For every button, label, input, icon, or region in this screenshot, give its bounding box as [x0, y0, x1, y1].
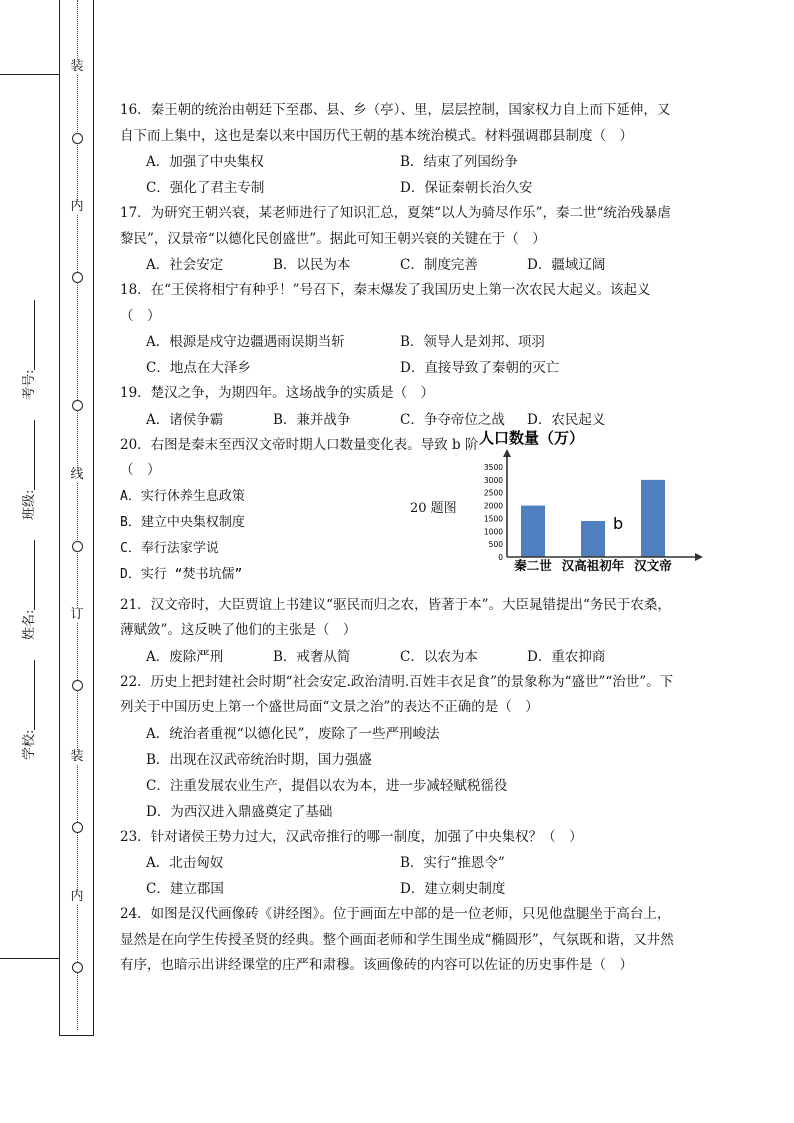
option-d[interactable]: D．直接导致了秦朝的灭亡 [400, 360, 560, 376]
seal-circle [72, 680, 83, 691]
class-label: 班级: [22, 489, 37, 520]
population-bar-chart [473, 427, 703, 572]
option-d[interactable]: D．建立刺史制度 [400, 881, 506, 897]
option-a[interactable]: A．废除严刑 [146, 648, 224, 665]
question-16-options [120, 175, 680, 201]
y-axis-arrow [503, 449, 511, 457]
seal-circle [72, 541, 83, 552]
school-field[interactable] [18, 660, 37, 760]
option-b[interactable]: B．以民为本 [273, 257, 351, 273]
margin-outer-border [93, 0, 94, 1036]
seal-circle [72, 272, 83, 283]
option-a[interactable]: A．北击匈奴 [146, 855, 224, 871]
option-a[interactable]: A．实行休养生息政策 [120, 488, 245, 504]
option-c[interactable]: C．建立郡国 [146, 881, 224, 897]
seal-circle [72, 133, 83, 144]
option-b[interactable]: B．领导人是刘邦、项羽 [400, 334, 545, 350]
question-23-options [120, 850, 680, 876]
x-axis-arrow [695, 553, 703, 561]
question-18-options [120, 355, 680, 381]
margin-base-rule [59, 1035, 94, 1036]
option-d[interactable]: D．重农抑商 [527, 648, 606, 665]
option-a[interactable]: A．诸侯争霸 [146, 411, 224, 428]
seal-char: 内 [70, 889, 84, 904]
seal-char: 内 [70, 199, 84, 214]
option-a[interactable]: A．加强了中央集权 [146, 154, 264, 170]
seal-char: 装 [70, 749, 84, 764]
question-16-stem: 16．秦王朝的统治由朝廷下至郡、县、乡（亭）、里，层层控制，国家权力自上而下延伸，又自下而上集中，这也是秦以来中国历代王朝的基本统治模式。材料强调郡县制度（ ） [120, 102, 671, 144]
option-a[interactable]: A．社会安定 [146, 257, 224, 273]
option-c[interactable]: C．以农为本 [400, 648, 478, 665]
question-23-stem: 23．针对诸侯王势力过大，汉武帝推行的哪一制度，加强了中央集权？（ ） [120, 828, 583, 845]
question-18-stem: 18．在“王侯将相宁有种乎！”号召下，秦末爆发了我国历史上第一次农民大起义。该起义（ ） [120, 282, 651, 324]
option-c[interactable]: C．争夺帝位之战 [400, 411, 505, 428]
seal-circle [72, 400, 83, 411]
question-22-stem: 22．历史上把封建社会时期“社会安定.政治清明.百姓丰衣足食”的景象称为“盛世”“治世”。下列关于中国历史上第一个盛世局面“文景之治”的表达不正确的是（ ） [120, 673, 674, 715]
chart-annotation: b [613, 513, 624, 533]
option-a[interactable]: A．根源是戍守边疆遇雨误期当斩 [146, 334, 345, 350]
option-b[interactable]: B．结束了列国纷争 [400, 154, 518, 170]
option-c[interactable]: C．强化了君主专制 [146, 180, 265, 196]
question-20 [120, 428, 680, 593]
option-c[interactable]: C．制度完善 [400, 257, 478, 273]
option-a[interactable]: A．统治者重视“以德化民”，废除了一些严刑峻法 [146, 725, 440, 742]
binding-margin [0, 0, 94, 1036]
question-21-options [120, 644, 680, 670]
bar-3 [641, 479, 665, 556]
option-d[interactable]: D．保证秦朝长治久安 [400, 180, 533, 196]
y-tick-label: 0 [498, 552, 503, 562]
question-20-stem-tail: （ ） [120, 462, 161, 478]
question-16-options [120, 149, 680, 175]
option-b[interactable]: B．出现在汉武帝统治时期，国力强盛 [146, 751, 372, 768]
seal-char: 线 [70, 467, 84, 482]
question-list [120, 98, 680, 979]
category-label: 汉高祖初年 [561, 557, 625, 572]
name-field[interactable] [18, 540, 37, 640]
seal-char: 订 [70, 607, 84, 622]
option-d[interactable]: D．为西汉进入鼎盛奠定了基础 [146, 803, 333, 820]
name-label: 姓名: [22, 609, 37, 640]
y-tick-label: 2000 [483, 501, 503, 511]
y-tick-label: 500 [488, 539, 503, 549]
question-19-stem: 19．楚汉之争，为期四年。这场战争的实质是（ ） [120, 385, 435, 401]
exam-number-field[interactable] [18, 300, 37, 400]
margin-inner-border [59, 0, 60, 1036]
seal-circle [72, 822, 83, 833]
bar-1 [521, 505, 545, 556]
question-20-stem: 20．右图是秦末至西汉文帝时期人口数量变化表。导致 b 阶 [120, 436, 479, 453]
exam-number-label: 考号: [22, 369, 37, 400]
y-tick-label: 2500 [483, 488, 503, 498]
option-c[interactable]: C．奉行法家学说 [120, 540, 219, 556]
seal-circle [72, 962, 83, 973]
option-c[interactable]: C．注重发展农业生产，提倡以农为本，进一步减轻赋税徭役 [146, 777, 508, 794]
option-b[interactable]: B．建立中央集权制度 [120, 514, 245, 530]
school-label: 学校: [22, 729, 37, 760]
y-tick-label: 3500 [483, 462, 503, 472]
y-tick-label: 1500 [483, 513, 503, 523]
y-tick-label: 3000 [483, 475, 503, 485]
margin-top-rule [0, 74, 60, 75]
question-17-stem: 17．为研究王朝兴衰，某老师进行了知识汇总，夏桀“以人为骑尽作乐”，秦二世“统治残暴虐黎民”，汉景帝“以德化民创盛世”。据此可知王朝兴衰的关键在于（ ） [120, 205, 671, 247]
question-24-stem: 24．如图是汉代画像砖《讲经图》。位于画面左中部的是一位老师，只见他盘腿坐于高台上，显然是在向学生传授圣贤的经典。整个画面老师和学生围坐成“椭圆形”，气氛既和谐，又井然有序，也暗示出讲经课堂的庄严和肃穆。该画像砖的内容可以佐证的历史事件是（ ） [120, 906, 674, 973]
bar-2 [581, 521, 605, 557]
option-d[interactable]: D．实行 “焚书坑儒” [120, 566, 243, 582]
option-c[interactable]: C．地点在大泽乡 [146, 360, 251, 376]
chart-title: 人口数量（万） [479, 428, 585, 447]
category-label: 汉文帝 [634, 557, 672, 572]
seal-dotted-line [77, 0, 78, 1030]
margin-bottom-rule [0, 958, 60, 959]
option-b[interactable]: B．戒奢从简 [273, 648, 351, 665]
question-17-options [120, 252, 680, 278]
option-b[interactable]: B．兼并战争 [273, 411, 351, 428]
category-label: 秦二世 [514, 557, 552, 572]
question-18-options [120, 329, 680, 355]
question-23-options [120, 876, 680, 902]
option-d[interactable]: D．疆域辽阔 [527, 257, 606, 273]
figure-label: 20 题图 [410, 500, 457, 516]
option-b[interactable]: B．实行“推恩令” [400, 855, 505, 871]
y-tick-label: 1000 [483, 526, 503, 536]
seal-char: 装 [70, 59, 84, 74]
option-d[interactable]: D．农民起义 [527, 411, 606, 428]
question-21-stem: 21．汉文帝时，大臣贾谊上书建议“驱民而归之农，皆著于本”。大臣晁错提出“务民于农桑，薄赋敛”。这反映了他们的主张是（ ） [120, 596, 671, 638]
